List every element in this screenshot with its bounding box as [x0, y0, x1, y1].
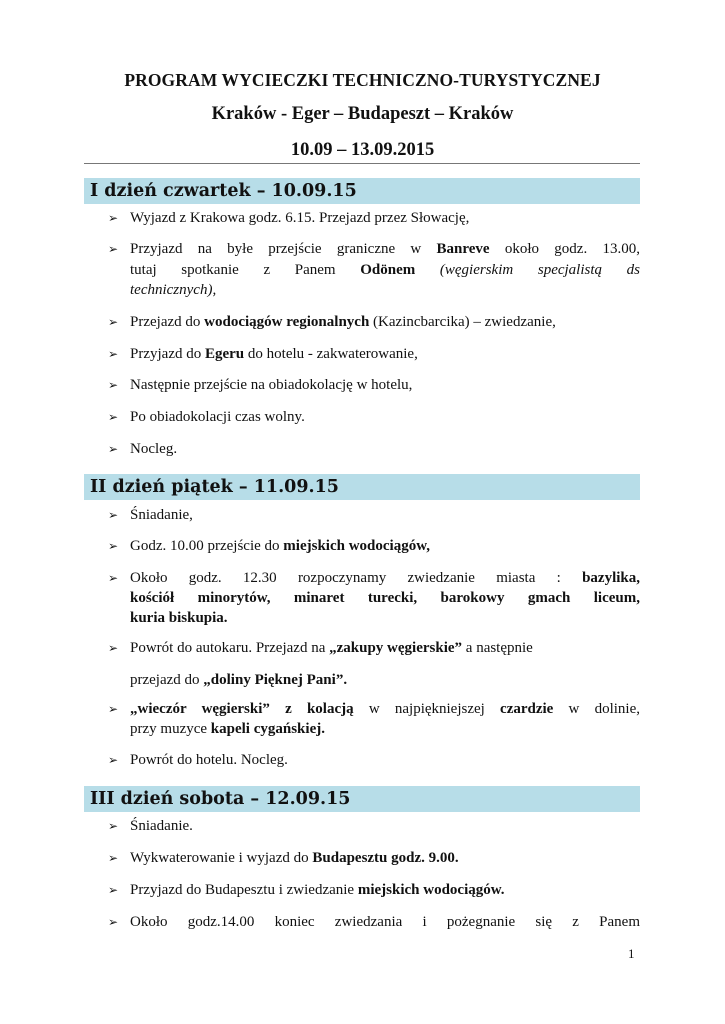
bold-text: miejskich wodociągów. [357, 882, 505, 898]
day-2-heading: II dzień piątek – 11.09.15 [84, 474, 640, 500]
item-text [130, 639, 640, 658]
page-number: 1 [628, 946, 635, 961]
item-text [130, 209, 640, 228]
arrow-bullet-icon: ➢ [108, 851, 119, 865]
arrow-bullet-icon: ➢ [108, 753, 119, 767]
text-run: Następnie przejście na obiadokolację w hotelu, [130, 377, 413, 393]
item-text [130, 569, 640, 588]
arrow-bullet-icon: ➢ [108, 242, 119, 256]
bold-text: „zakupy węgierskie” [329, 640, 463, 656]
day-1-item-4 [108, 345, 640, 365]
arrow-bullet-icon: ➢ [108, 410, 119, 424]
text-run: w dolinie, [553, 701, 640, 717]
text-run: Około godz.14.00 koniec zwiedzania i pożegnanie się z Panem [130, 914, 640, 930]
bold-text: miejskich wodociągów, [283, 538, 430, 554]
item-text [130, 506, 640, 525]
route-line: Kraków - Eger – Budapeszt – Kraków [211, 104, 514, 124]
item-text [130, 849, 640, 868]
arrow-bullet-icon: ➢ [108, 315, 119, 329]
text-run: Wyjazd z Krakowa godz. 6.15. Przejazd przez Słowację, [130, 210, 470, 226]
arrow-bullet-icon: ➢ [108, 819, 119, 833]
item-text [130, 913, 640, 932]
text-run: Nocleg. [130, 441, 178, 457]
text-run: Wykwaterowanie i wyjazd do [130, 850, 313, 866]
arrow-bullet-icon: ➢ [108, 347, 119, 361]
bold-text: „doliny Pięknej Pani”. [203, 672, 348, 688]
arrow-bullet-icon: ➢ [108, 915, 119, 929]
document-title: PROGRAM WYCIECZKI TECHNICZNO-TURYSTYCZNEJ [124, 70, 601, 90]
arrow-bullet-icon: ➢ [108, 378, 119, 392]
text-run: Przyjazd na byłe przejście graniczne w [130, 241, 437, 257]
item-text [130, 817, 640, 836]
text-run: do hotelu - zakwaterowanie, [244, 346, 418, 362]
arrow-bullet-icon: ➢ [108, 508, 119, 522]
bold-text: Budapesztu godz. 9.00. [312, 850, 459, 866]
item-text-line-2 [130, 261, 640, 280]
arrow-bullet-icon: ➢ [108, 883, 119, 897]
bold-text: kościół minorytów, minaret turecki, barokowy gmach liceum, [130, 590, 640, 606]
day-3-item-1 [108, 817, 640, 837]
bold-text: Banreve [436, 241, 490, 257]
bold-text: Egeru [204, 346, 245, 362]
item-text [130, 700, 640, 719]
day-1-item-1 [108, 209, 640, 229]
text-run: Powrót do hotelu. Nocleg. [130, 752, 288, 768]
item-text-line-3 [130, 281, 640, 300]
text-run: Powrót do autokaru. Przejazd na [130, 640, 330, 656]
text-run [415, 262, 440, 278]
bold-text: bazylika, [582, 570, 640, 586]
day-1-item-2 [108, 240, 640, 300]
arrow-bullet-icon: ➢ [108, 641, 119, 655]
day-3-item-4 [108, 913, 640, 933]
day-3-item-2 [108, 849, 640, 869]
day-1-item-5 [108, 376, 640, 396]
italic-text: technicznych), [130, 282, 217, 298]
day-2-item-1 [108, 506, 640, 526]
day-1-item-3 [108, 313, 640, 333]
item-text [130, 345, 640, 364]
text-run: Godz. 10.00 przejście do [130, 538, 284, 554]
title-divider [84, 163, 640, 164]
text-run: przejazd do [130, 672, 204, 688]
arrow-bullet-icon: ➢ [108, 539, 119, 553]
arrow-bullet-icon: ➢ [108, 442, 119, 456]
day-1-item-6 [108, 408, 640, 428]
text-run: tutaj spotkanie z Panem [130, 262, 361, 278]
item-text [130, 440, 640, 459]
text-run: (Kazincbarcika) – zwiedzanie, [369, 314, 556, 330]
text-run: a następnie [462, 640, 533, 656]
bold-text: Odönem [360, 262, 416, 278]
text-run: Przyjazd do [130, 346, 205, 362]
text-run: około godz. 13.00, [489, 241, 640, 257]
item-text [130, 881, 640, 900]
day-2-item-6 [108, 751, 640, 771]
bold-text: kuria biskupia. [130, 610, 228, 626]
item-text-line-2 [130, 720, 640, 739]
text-run: Śniadanie. [130, 818, 193, 834]
bold-text: czardzie [500, 701, 554, 717]
day-3-heading: III dzień sobota – 12.09.15 [84, 786, 640, 812]
item-text-line-2 [130, 589, 640, 608]
text-run: w najpiękniejszej [353, 701, 501, 717]
text-run: Śniadanie, [130, 507, 193, 523]
arrow-bullet-icon: ➢ [108, 211, 119, 225]
text-run: Około godz. 12.30 rozpoczynamy zwiedzanie miasta : [130, 570, 583, 586]
day-3-item-3 [108, 881, 640, 901]
bold-text: „wieczór węgierski” z kolacją [130, 701, 354, 717]
italic-text: (węgierskim specjalistą ds [439, 262, 640, 278]
bold-text: kapeli cygańskiej. [210, 721, 325, 737]
text-run: przy muzyce [130, 721, 211, 737]
item-text [130, 240, 640, 259]
day-1-heading: I dzień czwartek – 10.09.15 [84, 178, 640, 204]
item-text [130, 408, 640, 427]
item-text-line-3 [130, 609, 640, 628]
day-2-item-3 [108, 569, 640, 629]
item-text [130, 376, 640, 395]
item-text [130, 751, 640, 770]
item-text [130, 537, 640, 556]
text-run: Przejazd do [130, 314, 205, 330]
text-run: Przyjazd do Budapesztu i zwiedzanie [130, 882, 358, 898]
day-1-item-7 [108, 440, 640, 460]
arrow-bullet-icon: ➢ [108, 702, 119, 716]
date-range: 10.09 – 13.09.2015 [290, 140, 435, 160]
day-2-item-2 [108, 537, 640, 557]
bold-text: wodociągów regionalnych [204, 314, 370, 330]
item-text [130, 671, 640, 690]
day-2-item-5 [108, 700, 640, 740]
text-run: Po obiadokolacji czas wolny. [130, 409, 305, 425]
day-2-item-4-cont [108, 671, 640, 691]
day-2-item-4 [108, 639, 640, 659]
arrow-bullet-icon: ➢ [108, 571, 119, 585]
item-text [130, 313, 640, 332]
